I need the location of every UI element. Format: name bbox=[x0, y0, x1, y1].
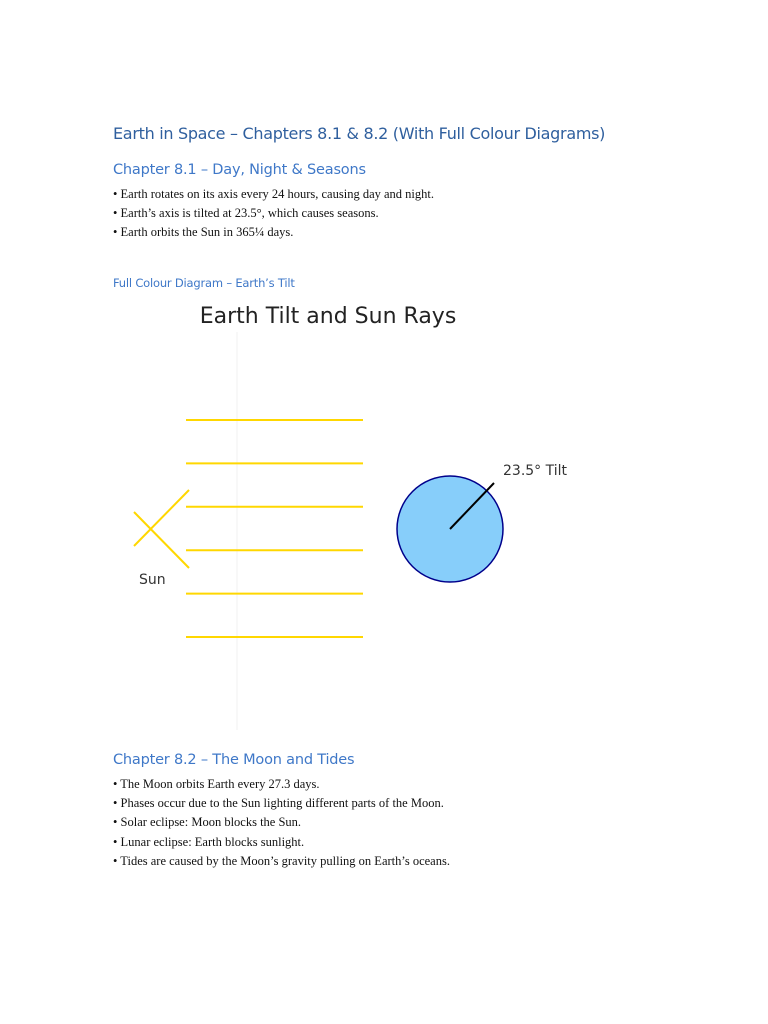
bullet-item: • Solar eclipse: Moon blocks the Sun. bbox=[113, 813, 450, 832]
bullet-item: • Earth’s axis is tilted at 23.5°, which causes seasons. bbox=[113, 204, 434, 223]
sun-rays bbox=[186, 420, 363, 637]
section-heading-moon-tides: Chapter 8.2 – The Moon and Tides bbox=[113, 752, 355, 768]
section-1-bullet-list bbox=[113, 185, 434, 243]
bullet-item: • Earth rotates on its axis every 24 hours, causing day and night. bbox=[113, 185, 434, 204]
diagram-title: Earth Tilt and Sun Rays bbox=[199, 304, 457, 329]
bullet-item: • Phases occur due to the Sun lighting different parts of the Moon. bbox=[113, 794, 450, 813]
bullet-item: • The Moon orbits Earth every 27.3 days. bbox=[113, 775, 450, 794]
figure-caption: Full Colour Diagram – Earth’s Tilt bbox=[113, 276, 295, 290]
document-title: Earth in Space – Chapters 8.1 & 8.2 (With Full Colour Diagrams) bbox=[113, 124, 606, 143]
sun-icon bbox=[134, 490, 189, 568]
bullet-item: • Lunar eclipse: Earth blocks sunlight. bbox=[113, 833, 450, 852]
tilt-label: 23.5° Tilt bbox=[503, 463, 568, 479]
bullet-item: • Tides are caused by the Moon’s gravity pulling on Earth’s oceans. bbox=[113, 852, 450, 871]
bullet-item: • Earth orbits the Sun in 365¼ days. bbox=[113, 223, 434, 242]
sun-label: Sun bbox=[139, 572, 166, 588]
earth-tilt-diagram bbox=[100, 290, 620, 740]
section-2-bullet-list bbox=[113, 775, 450, 871]
section-heading-day-night-seasons: Chapter 8.1 – Day, Night & Seasons bbox=[113, 162, 366, 178]
